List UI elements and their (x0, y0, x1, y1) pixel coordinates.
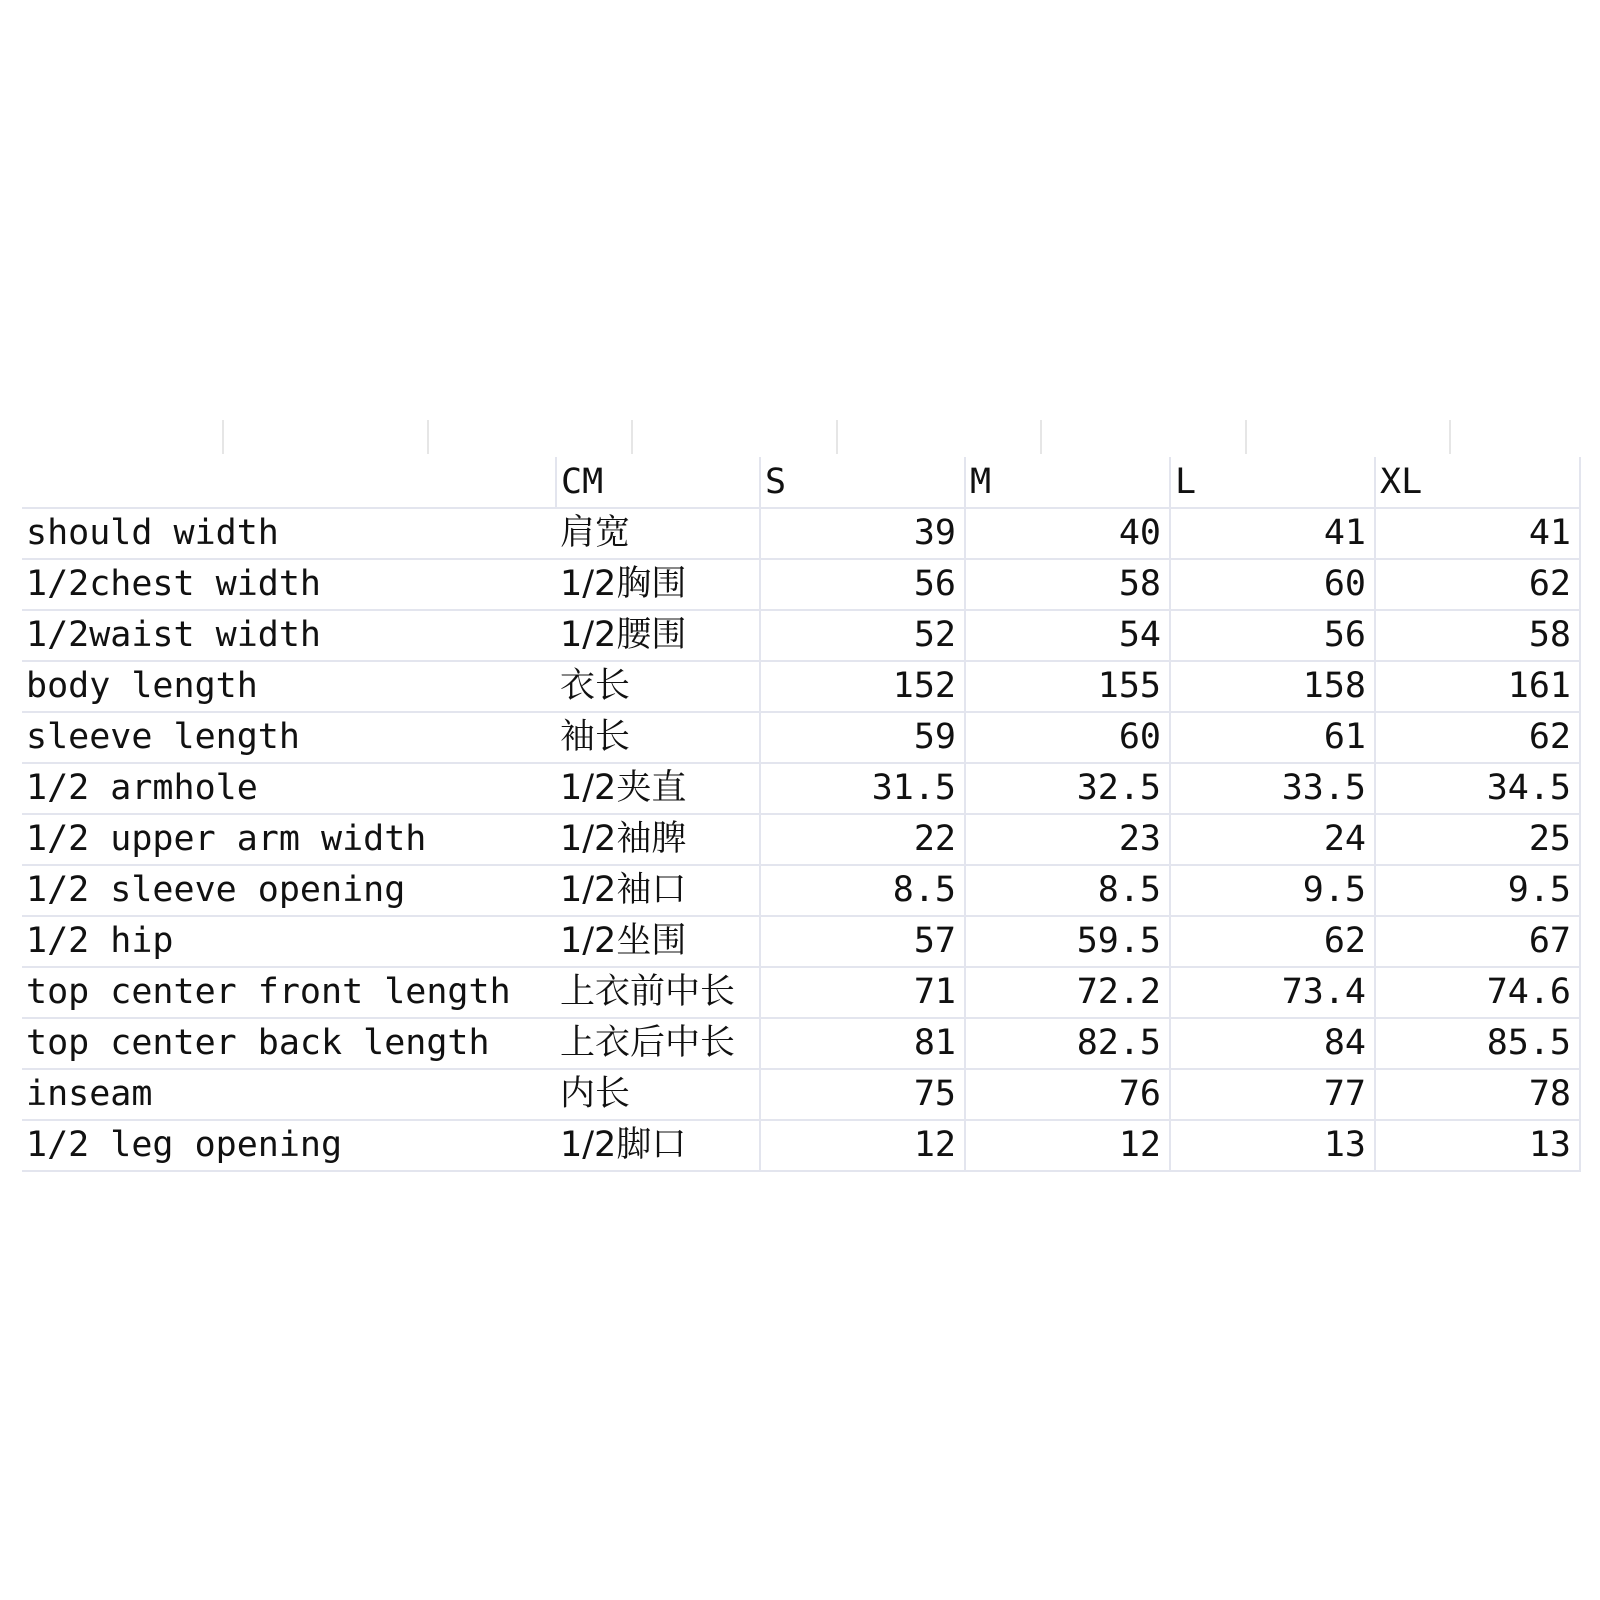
size-s-value: 81 (760, 1018, 965, 1069)
size-m-value: 23 (965, 814, 1170, 865)
size-l-value: 77 (1170, 1069, 1375, 1120)
size-s-value: 8.5 (760, 865, 965, 916)
size-xl-value: 13 (1375, 1120, 1580, 1171)
measurement-name-en: top center front length (22, 967, 556, 1018)
size-table-body (22, 457, 1580, 1171)
size-xl-value: 34.5 (1375, 763, 1580, 814)
column-divider (1040, 420, 1042, 454)
size-l-value: 41 (1170, 508, 1375, 559)
column-divider (836, 420, 838, 454)
measurement-name-zh: 上衣前中长 (556, 967, 760, 1018)
size-l-value: 61 (1170, 712, 1375, 763)
size-s-value: 39 (760, 508, 965, 559)
measurement-name-zh: 上衣后中长 (556, 1018, 760, 1069)
size-l-value: 158 (1170, 661, 1375, 712)
size-m-value: 12 (965, 1120, 1170, 1171)
measurement-name-zh: 1/2脚口 (556, 1120, 760, 1171)
size-l-value: 9.5 (1170, 865, 1375, 916)
size-m-value: 40 (965, 508, 1170, 559)
measurement-name-en: 1/2 upper arm width (22, 814, 556, 865)
header-cell-size-l: L (1170, 457, 1375, 508)
table-row (22, 712, 1580, 763)
measurement-name-en: should width (22, 508, 556, 559)
measurement-name-en: body length (22, 661, 556, 712)
measurement-name-zh: 衣长 (556, 661, 760, 712)
size-l-value: 56 (1170, 610, 1375, 661)
size-m-value: 59.5 (965, 916, 1170, 967)
size-table (22, 457, 1581, 1172)
size-xl-value: 58 (1375, 610, 1580, 661)
header-row (22, 457, 1580, 508)
table-row (22, 916, 1580, 967)
header-cell-unit: CM (556, 457, 760, 508)
measurement-name-en: 1/2 leg opening (22, 1120, 556, 1171)
size-xl-value: 9.5 (1375, 865, 1580, 916)
size-xl-value: 161 (1375, 661, 1580, 712)
measurement-name-zh: 肩宽 (556, 508, 760, 559)
column-divider (631, 420, 633, 454)
measurement-name-en: 1/2 sleeve opening (22, 865, 556, 916)
measurement-name-zh: 1/2腰围 (556, 610, 760, 661)
size-xl-value: 78 (1375, 1069, 1580, 1120)
size-s-value: 59 (760, 712, 965, 763)
measurement-name-zh: 袖长 (556, 712, 760, 763)
size-xl-value: 62 (1375, 712, 1580, 763)
size-s-value: 52 (760, 610, 965, 661)
size-s-value: 31.5 (760, 763, 965, 814)
measurement-name-en: 1/2chest width (22, 559, 556, 610)
column-divider (427, 420, 429, 454)
size-s-value: 57 (760, 916, 965, 967)
measurement-name-en: 1/2 armhole (22, 763, 556, 814)
table-row (22, 1069, 1580, 1120)
header-cell-size-xl: XL (1375, 457, 1580, 508)
size-xl-value: 67 (1375, 916, 1580, 967)
measurement-name-zh: 1/2袖脾 (556, 814, 760, 865)
column-divider (1245, 420, 1247, 454)
measurement-name-en: inseam (22, 1069, 556, 1120)
table-row (22, 814, 1580, 865)
measurement-name-zh: 1/2胸围 (556, 559, 760, 610)
measurement-name-en: 1/2 hip (22, 916, 556, 967)
table-row (22, 1018, 1580, 1069)
table-row (22, 559, 1580, 610)
size-l-value: 73.4 (1170, 967, 1375, 1018)
size-s-value: 22 (760, 814, 965, 865)
size-s-value: 56 (760, 559, 965, 610)
size-m-value: 60 (965, 712, 1170, 763)
table-row (22, 1120, 1580, 1171)
size-m-value: 155 (965, 661, 1170, 712)
header-cell-size-s: S (760, 457, 965, 508)
table-row (22, 610, 1580, 661)
table-row (22, 763, 1580, 814)
size-s-value: 71 (760, 967, 965, 1018)
size-m-value: 72.2 (965, 967, 1170, 1018)
table-row (22, 508, 1580, 559)
size-l-value: 24 (1170, 814, 1375, 865)
size-m-value: 76 (965, 1069, 1170, 1120)
size-s-value: 12 (760, 1120, 965, 1171)
size-m-value: 58 (965, 559, 1170, 610)
size-xl-value: 74.6 (1375, 967, 1580, 1018)
size-s-value: 152 (760, 661, 965, 712)
size-l-value: 33.5 (1170, 763, 1375, 814)
size-s-value: 75 (760, 1069, 965, 1120)
size-l-value: 13 (1170, 1120, 1375, 1171)
size-l-value: 84 (1170, 1018, 1375, 1069)
size-l-value: 62 (1170, 916, 1375, 967)
size-xl-value: 85.5 (1375, 1018, 1580, 1069)
column-header-ticks (0, 420, 1600, 454)
measurement-name-en: top center back length (22, 1018, 556, 1069)
table-row (22, 967, 1580, 1018)
size-l-value: 60 (1170, 559, 1375, 610)
column-divider (222, 420, 224, 454)
size-m-value: 8.5 (965, 865, 1170, 916)
measurement-name-zh: 1/2袖口 (556, 865, 760, 916)
measurement-name-zh: 1/2夹直 (556, 763, 760, 814)
table-row (22, 865, 1580, 916)
measurement-name-en: 1/2waist width (22, 610, 556, 661)
size-m-value: 32.5 (965, 763, 1170, 814)
size-m-value: 82.5 (965, 1018, 1170, 1069)
size-m-value: 54 (965, 610, 1170, 661)
header-cell-measurement (22, 457, 556, 508)
size-xl-value: 41 (1375, 508, 1580, 559)
measurement-name-zh: 内长 (556, 1069, 760, 1120)
header-cell-size-m: M (965, 457, 1170, 508)
table-row (22, 661, 1580, 712)
column-divider (1449, 420, 1451, 454)
measurement-name-en: sleeve length (22, 712, 556, 763)
size-xl-value: 25 (1375, 814, 1580, 865)
size-xl-value: 62 (1375, 559, 1580, 610)
measurement-name-zh: 1/2坐围 (556, 916, 760, 967)
